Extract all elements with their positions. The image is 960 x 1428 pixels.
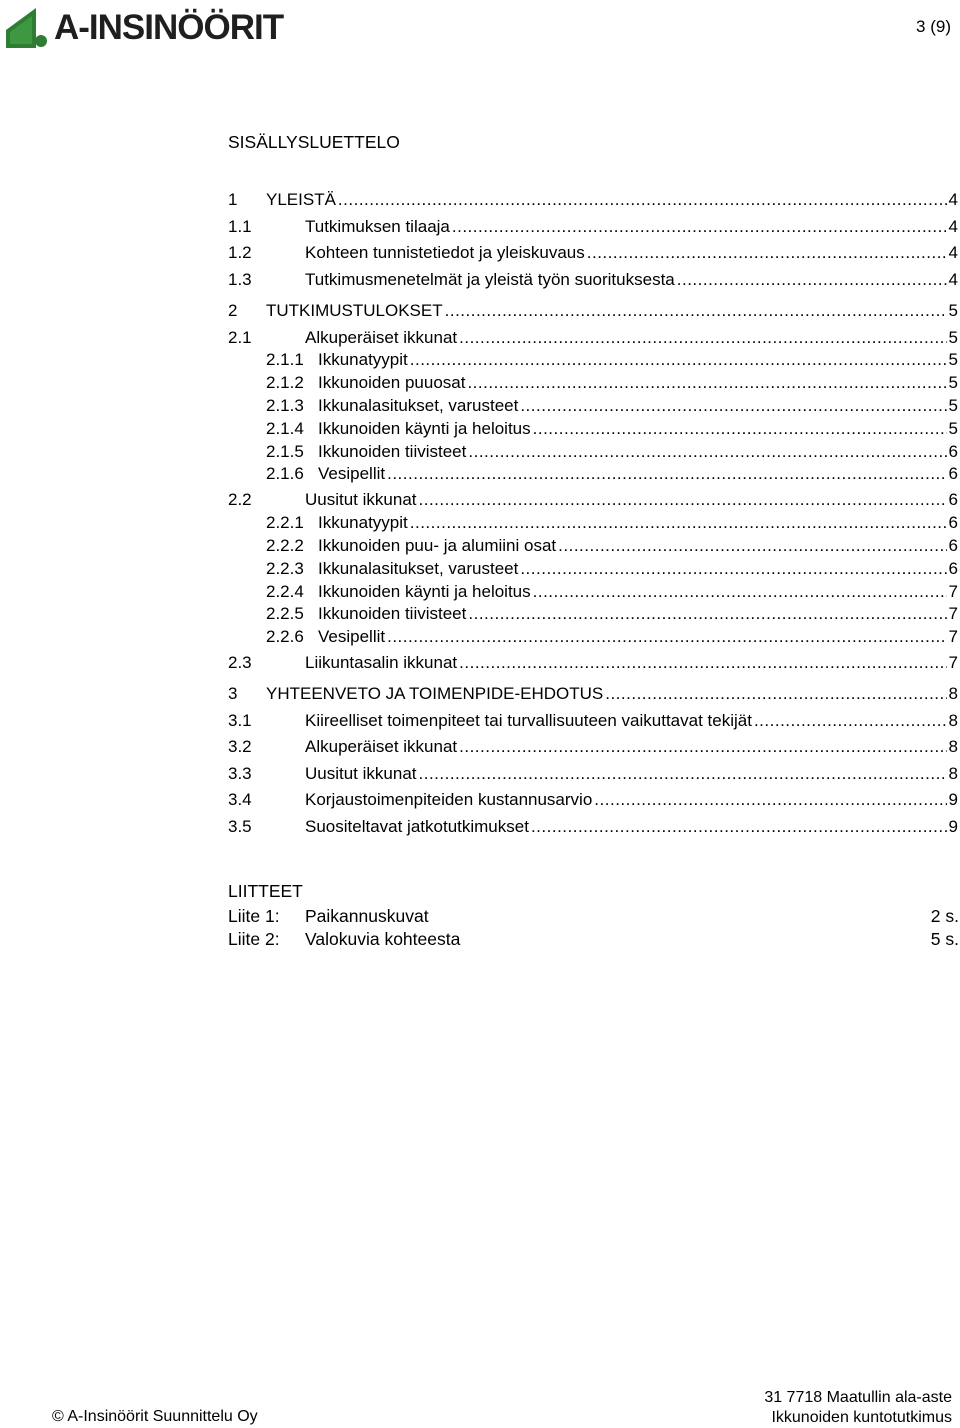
toc-leader-dots	[533, 581, 947, 603]
toc-leader-dots	[605, 683, 946, 705]
toc-entry-number: 3.2	[228, 737, 252, 756]
toc-entry[interactable]	[228, 242, 958, 264]
toc-entry[interactable]	[228, 327, 958, 349]
toc-entry-page: 8	[948, 711, 958, 730]
toc-entry[interactable]	[228, 269, 958, 291]
toc-entry[interactable]	[228, 763, 958, 785]
toc-entry[interactable]	[266, 581, 958, 603]
toc-entry[interactable]	[266, 512, 958, 534]
toc-entry-page: 6	[948, 513, 958, 532]
toc-entry-title: Ikkunoiden tiivisteet	[318, 604, 467, 623]
toc-entry-page: 5	[948, 373, 958, 392]
toc-entry-title: Ikkunalasitukset, varusteet	[318, 396, 519, 415]
toc-entry-page: 6	[948, 490, 958, 509]
toc-entry-page: 9	[948, 817, 958, 836]
toc-entry[interactable]	[228, 216, 958, 238]
toc-entry[interactable]	[266, 441, 958, 463]
toc-entry-page: 7	[948, 604, 958, 623]
toc-entry-title: Vesipellit	[318, 627, 386, 646]
toc-entry[interactable]	[228, 710, 958, 732]
footer-company: © A-Insinöörit Suunnittelu Oy	[52, 1408, 258, 1425]
toc-entry-page: 4	[948, 217, 958, 236]
toc-entry-page: 6	[948, 536, 958, 555]
toc-entry-title: Ikkunoiden käynti ja heloitus	[318, 419, 531, 438]
logo-mark-icon	[6, 8, 48, 48]
toc-entry-title: Alkuperäiset ikkunat	[305, 328, 458, 347]
toc-leader-dots	[419, 489, 947, 511]
toc-leader-dots	[452, 216, 947, 238]
toc-leader-dots	[459, 736, 946, 758]
toc-entry-title: TUTKIMUSTULOKSET	[266, 301, 443, 320]
toc-entry-number: 2.3	[228, 653, 252, 672]
toc-entry-title: Ikkunoiden puuosat	[318, 373, 466, 392]
toc-entry-page: 6	[948, 464, 958, 483]
toc-entry-number: 3	[228, 684, 238, 703]
toc-entry-number: 2.1.2	[266, 373, 304, 392]
toc-entry-title: YLEISTÄ	[266, 190, 336, 209]
toc-leader-dots	[587, 242, 947, 264]
toc-entry[interactable]	[266, 395, 958, 417]
company-logo	[6, 6, 283, 50]
toc-leader-dots	[419, 763, 947, 785]
toc-entry-page: 5	[948, 350, 958, 369]
toc-entry-title: Tutkimusmenetelmät ja yleistä työn suorituksesta	[305, 270, 675, 289]
toc-entry[interactable]	[266, 349, 958, 371]
toc-entry-number: 3.5	[228, 817, 252, 836]
toc-leader-dots	[468, 603, 946, 625]
toc-entry[interactable]	[228, 789, 958, 811]
toc-entry-number: 2	[228, 301, 238, 320]
toc-leader-dots	[533, 418, 947, 440]
toc-entry-title: Ikkunoiden tiivisteet	[318, 442, 467, 461]
toc-entry-page: 5	[948, 328, 958, 347]
toc-entry[interactable]	[266, 535, 958, 557]
toc-entry-page: 8	[948, 737, 958, 756]
footer-document: Ikkunoiden kuntotutkimus	[771, 1409, 952, 1426]
toc-entry-title: Korjaustoimenpiteiden kustannusarvio	[305, 790, 593, 809]
attachment-pages: 5 s.	[930, 929, 959, 949]
toc-entry-number: 1	[228, 190, 238, 209]
toc-entry-page: 7	[948, 582, 958, 601]
toc-entry-page: 9	[948, 790, 958, 809]
toc-entry-title: Alkuperäiset ikkunat	[305, 737, 458, 756]
toc-entry-page: 6	[948, 442, 958, 461]
toc-entry-title: Kohteen tunnistetiedot ja yleiskuvaus	[305, 243, 585, 262]
toc-leader-dots	[410, 512, 947, 534]
toc-entry-page: 4	[948, 270, 958, 289]
toc-entry[interactable]	[266, 418, 958, 440]
toc-entry-number: 2.2.6	[266, 627, 304, 646]
toc-entry-page: 5	[948, 419, 958, 438]
toc-entry-number: 1.2	[228, 243, 252, 262]
toc-entry-number: 2.1.6	[266, 464, 304, 483]
toc-entry[interactable]	[266, 372, 958, 394]
toc-leader-dots	[445, 300, 947, 322]
toc-leader-dots	[520, 395, 946, 417]
toc-leader-dots	[467, 372, 946, 394]
toc-entry-number: 1.1	[228, 217, 252, 236]
toc-entry-page: 6	[948, 559, 958, 578]
toc-entry-title: Liikuntasalin ikkunat	[305, 653, 458, 672]
toc-entry-page: 4	[948, 243, 958, 262]
toc-entry[interactable]	[228, 816, 958, 838]
toc-leader-dots	[531, 816, 947, 838]
toc-entry[interactable]	[228, 489, 958, 511]
toc-leader-dots	[338, 189, 947, 211]
toc-entry-title: Suositeltavat jatkotutkimukset	[305, 817, 529, 836]
toc-entry[interactable]	[266, 603, 958, 625]
toc-leader-dots	[558, 535, 946, 557]
attachment-name: Paikannuskuvat	[305, 906, 429, 926]
toc-entry-number: 2.2.3	[266, 559, 304, 578]
toc-entry-title: Uusitut ikkunat	[305, 490, 417, 509]
logo-text: A-INSINÖÖRIT	[54, 8, 284, 47]
toc-leader-dots	[410, 349, 947, 371]
toc-entry-number: 3.3	[228, 764, 252, 783]
toc-entry-page: 4	[948, 190, 958, 209]
attachment-pages: 2 s.	[930, 906, 959, 926]
toc-entry-number: 2.1.4	[266, 419, 304, 438]
toc-entry-page: 7	[948, 653, 958, 672]
toc-entry-title: Ikkunatyypit	[318, 350, 408, 369]
toc-entry-title: Ikkunatyypit	[318, 513, 408, 532]
toc-leader-dots	[387, 626, 946, 648]
toc-entry-page: 7	[948, 627, 958, 646]
toc-entry-number: 3.4	[228, 790, 252, 809]
toc-leader-dots	[459, 652, 946, 674]
toc-leader-dots	[754, 710, 947, 732]
toc-leader-dots	[520, 558, 946, 580]
attachments-title: LIITTEET	[228, 881, 303, 901]
toc-entry-number: 2.1	[228, 328, 252, 347]
toc-leader-dots	[387, 463, 946, 485]
toc-entry[interactable]	[228, 736, 958, 758]
toc-entry-title: Ikkunoiden puu- ja alumiini osat	[318, 536, 557, 555]
toc-entry[interactable]	[228, 300, 958, 322]
toc-entry-title: YHTEENVETO JA TOIMENPIDE-EHDOTUS	[266, 684, 604, 703]
attachment-name: Valokuvia kohteesta	[305, 929, 461, 949]
toc-entry-title: Kiireelliset toimenpiteet tai turvallisuuteen vaikuttavat tekijät	[305, 711, 752, 730]
toc-entry[interactable]	[266, 558, 958, 580]
toc-entry-number: 2.2.2	[266, 536, 304, 555]
toc-leader-dots	[677, 269, 947, 291]
toc-leader-dots	[594, 789, 946, 811]
toc-entry-title: Uusitut ikkunat	[305, 764, 417, 783]
toc-entry-number: 2.2	[228, 490, 252, 509]
attachment-row	[228, 928, 959, 950]
toc-entry-page: 5	[948, 301, 958, 320]
toc-entry-number: 2.2.4	[266, 582, 304, 601]
toc-entry[interactable]	[228, 683, 958, 705]
toc-entry-number: 3.1	[228, 711, 252, 730]
toc-leader-dots	[468, 441, 946, 463]
footer-project-info	[764, 1388, 952, 1428]
toc-entry-title: Tutkimuksen tilaaja	[305, 217, 450, 236]
toc-entry-page: 5	[948, 396, 958, 415]
toc-entry-number: 2.1.5	[266, 442, 304, 461]
toc-entry[interactable]	[266, 626, 958, 648]
toc-leader-dots	[459, 327, 946, 349]
attachment-label: Liite 1:	[228, 906, 280, 926]
toc-entry-title: Ikkunalasitukset, varusteet	[318, 559, 519, 578]
toc-entry-number: 2.2.5	[266, 604, 304, 623]
toc-entry-title: Vesipellit	[318, 464, 386, 483]
toc-entry-number: 1.3	[228, 270, 252, 289]
toc-entry-number: 2.2.1	[266, 513, 304, 532]
toc-entry-number: 2.1.1	[266, 350, 304, 369]
toc-entry-number: 2.1.3	[266, 396, 304, 415]
toc-entry[interactable]	[266, 463, 958, 485]
attachment-row	[228, 905, 959, 927]
footer-project: 31 7718 Maatullin ala-aste	[764, 1389, 952, 1406]
toc-entry[interactable]	[228, 189, 958, 211]
toc-entry-page: 8	[948, 684, 958, 703]
page-number: 3 (9)	[916, 17, 951, 36]
toc-entry[interactable]	[228, 652, 958, 674]
toc-entry-title: Ikkunoiden käynti ja heloitus	[318, 582, 531, 601]
toc-title: SISÄLLYSLUETTELO	[228, 132, 400, 152]
toc-entry-page: 8	[948, 764, 958, 783]
attachment-label: Liite 2:	[228, 929, 280, 949]
